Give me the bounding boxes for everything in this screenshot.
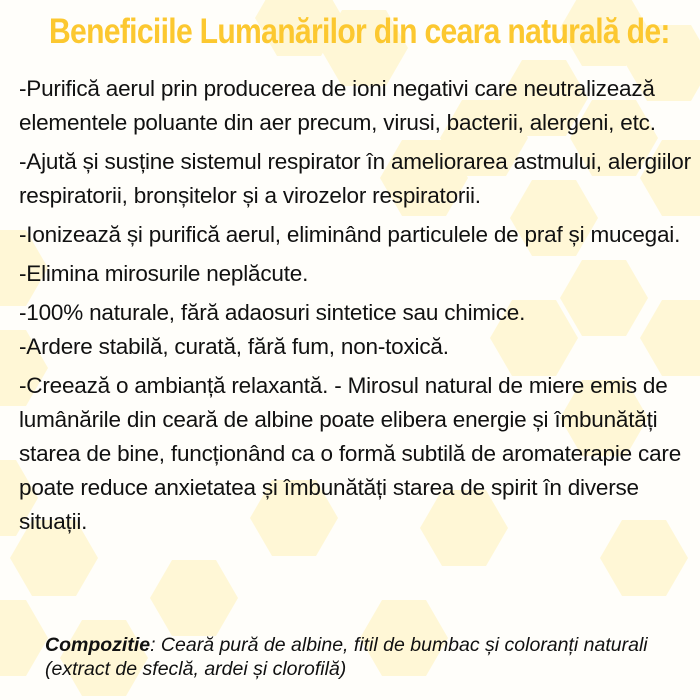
composition-label: Compozitie <box>45 634 151 656</box>
benefit-item: -Ardere stabilă, curată, fără fum, non-toxică. <box>19 334 449 359</box>
page-title: Beneficiile Lumanărilor din ceara naturală de: <box>49 12 670 51</box>
benefit-item: -Elimina mirosurile neplăcute. <box>19 261 309 286</box>
composition-text: : Ceară pură de albine, fitil de bumbac și coloranți naturali (extract de sfeclă, ardei și clorofilă) <box>45 634 648 680</box>
benefit-item: -Creează o ambianță relaxantă. - Mirosul natural de miere emis de lumânările din ceară de albine poate elibera energie și îmbunătăți starea de bine, funcționând ca o formă subtilă de aromaterapie care poate reduce anxietatea și îmbunătăți starea de spirit în diverse situații. <box>19 373 682 534</box>
benefit-item: -Ajută și susține sistemul respirator în ameliorarea astmului, alergiilor respiratorii, bronșitelor și a virozelor respiratorii. <box>19 149 691 208</box>
benefit-item: -Ionizează și purifică aerul, eliminând particulele de praf și mucegai. <box>19 222 681 247</box>
benefits-list <box>19 72 699 544</box>
benefit-item: -Purifică aerul prin producerea de ioni negativi care neutralizează elementele poluante din aer precum, virusi, bacterii, alergeni, etc. <box>19 76 656 135</box>
composition-note <box>45 633 685 681</box>
benefit-item: -100% naturale, fără adaosuri sintetice sau chimice. <box>19 300 526 325</box>
